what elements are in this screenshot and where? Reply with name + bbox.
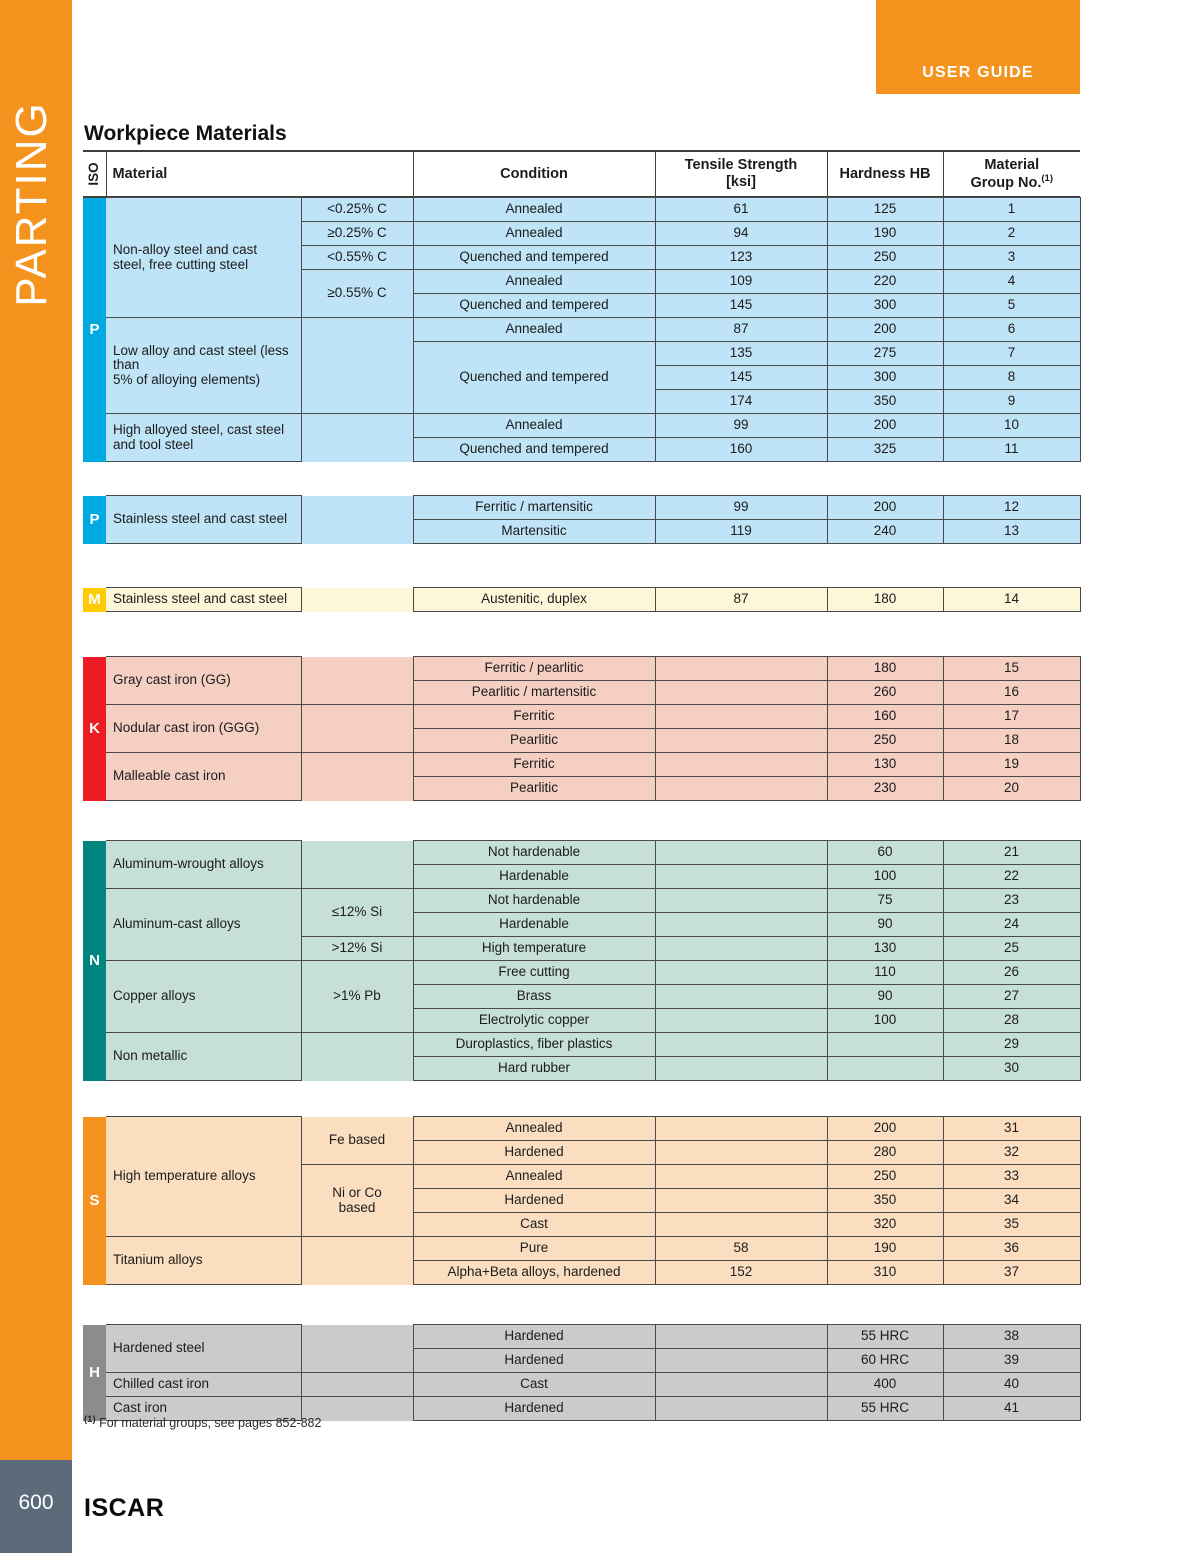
material-name: Gray cast iron (GG) (106, 657, 301, 705)
material-group-number-cell: 34 (943, 1189, 1080, 1213)
material-group-number-cell: 11 (943, 438, 1080, 462)
material-group-number-cell: 3 (943, 246, 1080, 270)
material-subcondition: >12% Si (301, 937, 413, 961)
footnote-text: For material groups, see pages 852-882 (99, 1416, 322, 1431)
tensile-strength-cell: 135 (655, 342, 827, 366)
footnote (84, 1414, 321, 1430)
material-group-number-cell: 38 (943, 1325, 1080, 1349)
material-group-p-0 (83, 197, 1081, 462)
condition-cell: Hardenable (413, 865, 655, 889)
table-row (83, 318, 1080, 342)
tensile-strength-cell (655, 1213, 827, 1237)
hardness-cell: 260 (827, 681, 943, 705)
tensile-strength-cell (655, 865, 827, 889)
table-row (83, 1325, 1080, 1349)
material-group-number-cell: 37 (943, 1261, 1080, 1285)
condition-cell: Austenitic, duplex (413, 588, 655, 612)
column-header-tensile-line2: [ksi] (726, 174, 756, 190)
column-header-tensile (655, 151, 827, 197)
condition-cell: Ferritic / martensitic (413, 496, 655, 520)
condition-cell: Hard rubber (413, 1057, 655, 1081)
condition-cell: Alpha+Beta alloys, hardened (413, 1261, 655, 1285)
hardness-cell: 250 (827, 1165, 943, 1189)
condition-cell: Hardened (413, 1141, 655, 1165)
table-row (83, 961, 1080, 985)
column-header-group-footnote-marker: (1) (1041, 172, 1053, 184)
material-name: Hardened steel (106, 1325, 301, 1373)
material-group-number-cell: 33 (943, 1165, 1080, 1189)
hardness-cell: 220 (827, 270, 943, 294)
material-group-number-cell: 30 (943, 1057, 1080, 1081)
table-row (83, 496, 1080, 520)
column-header-tensile-line1: Tensile Strength (684, 157, 798, 174)
material-group-number-cell: 40 (943, 1373, 1080, 1397)
hardness-cell: 200 (827, 496, 943, 520)
material-group-number-cell: 18 (943, 729, 1080, 753)
tensile-strength-cell: 99 (655, 496, 827, 520)
table-row (83, 1373, 1080, 1397)
condition-cell: Quenched and tempered (413, 294, 655, 318)
condition-cell: Cast (413, 1373, 655, 1397)
column-header-iso (83, 151, 106, 197)
material-subcondition (301, 1033, 413, 1081)
material-name: Stainless steel and cast steel (106, 496, 301, 544)
hardness-cell: 230 (827, 777, 943, 801)
iso-group-badge-n: N (83, 841, 106, 1081)
hardness-cell: 130 (827, 753, 943, 777)
material-subcondition: ≤12% Si (301, 889, 413, 937)
hardness-cell: 250 (827, 729, 943, 753)
material-name: Aluminum-cast alloys (106, 889, 301, 961)
table-header (83, 150, 1080, 198)
material-group-number-cell: 29 (943, 1033, 1080, 1057)
table-row (83, 1117, 1080, 1141)
iso-group-badge-p: P (83, 496, 106, 544)
material-group-number-cell: 14 (943, 588, 1080, 612)
column-header-material: Material (106, 151, 413, 197)
material-group-number-cell: 25 (943, 937, 1080, 961)
tensile-strength-cell (655, 705, 827, 729)
material-name: Titanium alloys (106, 1237, 301, 1285)
column-header-group (943, 151, 1080, 197)
iso-group-badge-m: M (83, 588, 106, 612)
condition-cell: Ferritic (413, 705, 655, 729)
tensile-strength-cell: 123 (655, 246, 827, 270)
tensile-strength-cell: 99 (655, 414, 827, 438)
column-header-hardness: Hardness HB (827, 151, 943, 197)
condition-cell: Ferritic / pearlitic (413, 657, 655, 681)
section-tab-label: PARTING (7, 101, 56, 307)
material-subcondition (301, 1237, 413, 1285)
material-group-number-cell: 22 (943, 865, 1080, 889)
tensile-strength-cell: 87 (655, 318, 827, 342)
table-row (83, 1237, 1080, 1261)
material-subcondition: Ni or Co based (301, 1165, 413, 1237)
table-row (83, 705, 1080, 729)
hardness-cell: 190 (827, 222, 943, 246)
condition-cell: Electrolytic copper (413, 1009, 655, 1033)
tensile-strength-cell (655, 681, 827, 705)
tensile-strength-cell (655, 1033, 827, 1057)
brand-logo: ISCAR (84, 1494, 165, 1522)
material-group-number-cell: 21 (943, 841, 1080, 865)
condition-cell: Quenched and tempered (413, 342, 655, 414)
tensile-strength-cell (655, 1009, 827, 1033)
material-group-number-cell: 1 (943, 198, 1080, 222)
tensile-strength-cell (655, 1141, 827, 1165)
hardness-cell (827, 1057, 943, 1081)
hardness-cell: 350 (827, 390, 943, 414)
hardness-cell: 200 (827, 1117, 943, 1141)
condition-cell: Pearlitic (413, 729, 655, 753)
tensile-strength-cell: 145 (655, 294, 827, 318)
hardness-cell: 350 (827, 1189, 943, 1213)
material-group-m-2 (83, 587, 1081, 612)
table-row (83, 198, 1080, 222)
iso-group-badge-s: S (83, 1117, 106, 1285)
material-group-number-cell: 39 (943, 1349, 1080, 1373)
hardness-cell: 320 (827, 1213, 943, 1237)
condition-cell: Not hardenable (413, 889, 655, 913)
condition-cell: Pure (413, 1237, 655, 1261)
material-group-number-cell: 19 (943, 753, 1080, 777)
table-row (83, 588, 1080, 612)
material-name: Non metallic (106, 1033, 301, 1081)
material-subcondition: >1% Pb (301, 961, 413, 1033)
material-name: Low alloy and cast steel (less than 5% of alloying elements) (106, 318, 301, 414)
table-row (83, 841, 1080, 865)
tensile-strength-cell (655, 1325, 827, 1349)
material-subcondition (301, 753, 413, 801)
hardness-cell: 110 (827, 961, 943, 985)
hardness-cell: 250 (827, 246, 943, 270)
tensile-strength-cell (655, 657, 827, 681)
hardness-cell: 180 (827, 588, 943, 612)
condition-cell: Duroplastics, fiber plastics (413, 1033, 655, 1057)
condition-cell: Hardened (413, 1349, 655, 1373)
material-name: High alloyed steel, cast steel and tool steel (106, 414, 301, 462)
material-group-number-cell: 7 (943, 342, 1080, 366)
hardness-cell: 325 (827, 438, 943, 462)
material-group-s-5 (83, 1116, 1081, 1285)
tensile-strength-cell: 94 (655, 222, 827, 246)
material-group-number-cell: 20 (943, 777, 1080, 801)
material-group-number-cell: 17 (943, 705, 1080, 729)
hardness-cell: 125 (827, 198, 943, 222)
header-row (83, 151, 1080, 197)
page-number-box (0, 1460, 72, 1553)
hardness-cell: 180 (827, 657, 943, 681)
table-row (83, 414, 1080, 438)
condition-cell: High temperature (413, 937, 655, 961)
material-subcondition (301, 496, 413, 544)
table-row (83, 753, 1080, 777)
user-guide-badge (876, 0, 1080, 94)
footnote-marker: (1) (84, 1414, 96, 1425)
material-group-number-cell: 10 (943, 414, 1080, 438)
hardness-cell: 160 (827, 705, 943, 729)
material-name: Nodular cast iron (GGG) (106, 705, 301, 753)
tensile-strength-cell (655, 1349, 827, 1373)
tensile-strength-cell (655, 1057, 827, 1081)
material-group-number-cell: 5 (943, 294, 1080, 318)
tensile-strength-cell (655, 777, 827, 801)
condition-cell: Quenched and tempered (413, 438, 655, 462)
iso-group-badge-h: H (83, 1325, 106, 1421)
condition-cell: Hardened (413, 1189, 655, 1213)
column-header-group-line2: Group No. (970, 174, 1042, 191)
condition-cell: Hardenable (413, 913, 655, 937)
hardness-cell: 190 (827, 1237, 943, 1261)
material-subcondition (301, 1325, 413, 1373)
tensile-strength-cell (655, 841, 827, 865)
hardness-cell: 60 HRC (827, 1349, 943, 1373)
hardness-cell: 310 (827, 1261, 943, 1285)
condition-cell: Pearlitic / martensitic (413, 681, 655, 705)
page-number: 600 (18, 1491, 54, 1514)
material-group-number-cell: 35 (943, 1213, 1080, 1237)
material-subcondition (301, 1373, 413, 1397)
tensile-strength-cell (655, 913, 827, 937)
material-group-number-cell: 15 (943, 657, 1080, 681)
condition-cell: Ferritic (413, 753, 655, 777)
material-group-number-cell: 31 (943, 1117, 1080, 1141)
iso-group-badge-k: K (83, 657, 106, 801)
user-guide-badge-label: USER GUIDE (922, 64, 1034, 81)
material-group-p-1 (83, 495, 1081, 544)
column-header-group-line1: Material (984, 156, 1040, 173)
condition-cell: Hardened (413, 1325, 655, 1349)
hardness-cell: 130 (827, 937, 943, 961)
material-name: Malleable cast iron (106, 753, 301, 801)
tensile-strength-cell (655, 985, 827, 1009)
condition-cell: Hardened (413, 1397, 655, 1421)
material-subcondition (301, 414, 413, 462)
material-name: High temperature alloys (106, 1117, 301, 1237)
tensile-strength-cell (655, 889, 827, 913)
tensile-strength-cell (655, 729, 827, 753)
hardness-cell (827, 1033, 943, 1057)
material-subcondition: Fe based (301, 1117, 413, 1165)
condition-cell: Annealed (413, 270, 655, 294)
condition-cell: Annealed (413, 1165, 655, 1189)
material-group-number-cell: 41 (943, 1397, 1080, 1421)
material-name: Aluminum-wrought alloys (106, 841, 301, 889)
material-group-number-cell: 4 (943, 270, 1080, 294)
tensile-strength-cell (655, 1117, 827, 1141)
material-group-h-6 (83, 1324, 1081, 1421)
condition-cell: Annealed (413, 198, 655, 222)
hardness-cell: 100 (827, 865, 943, 889)
material-name: Stainless steel and cast steel (106, 588, 301, 612)
hardness-cell: 275 (827, 342, 943, 366)
tensile-strength-cell: 119 (655, 520, 827, 544)
tensile-strength-cell (655, 961, 827, 985)
tensile-strength-cell (655, 1373, 827, 1397)
condition-cell: Annealed (413, 318, 655, 342)
condition-cell: Not hardenable (413, 841, 655, 865)
condition-cell: Annealed (413, 414, 655, 438)
material-name: Cast iron (106, 1397, 301, 1421)
material-group-number-cell: 9 (943, 390, 1080, 414)
material-subcondition: ≥0.55% C (301, 270, 413, 318)
material-group-number-cell: 32 (943, 1141, 1080, 1165)
table-row (83, 1033, 1080, 1057)
material-group-number-cell: 36 (943, 1237, 1080, 1261)
material-name: Chilled cast iron (106, 1373, 301, 1397)
hardness-cell: 200 (827, 318, 943, 342)
hardness-cell: 60 (827, 841, 943, 865)
hardness-cell: 240 (827, 520, 943, 544)
material-group-number-cell: 26 (943, 961, 1080, 985)
material-group-n-4 (83, 840, 1081, 1081)
hardness-cell: 300 (827, 294, 943, 318)
material-group-number-cell: 23 (943, 889, 1080, 913)
hardness-cell: 200 (827, 414, 943, 438)
hardness-cell: 75 (827, 889, 943, 913)
tensile-strength-cell: 109 (655, 270, 827, 294)
material-group-number-cell: 28 (943, 1009, 1080, 1033)
material-group-number-cell: 24 (943, 913, 1080, 937)
condition-cell: Quenched and tempered (413, 246, 655, 270)
hardness-cell: 55 HRC (827, 1397, 943, 1421)
tensile-strength-cell (655, 1165, 827, 1189)
column-header-iso-label: ISO (86, 162, 102, 186)
hardness-cell: 100 (827, 1009, 943, 1033)
tensile-strength-cell: 145 (655, 366, 827, 390)
condition-cell: Annealed (413, 1117, 655, 1141)
table-row (83, 657, 1080, 681)
hardness-cell: 280 (827, 1141, 943, 1165)
tensile-strength-cell (655, 1189, 827, 1213)
material-group-number-cell: 13 (943, 520, 1080, 544)
tensile-strength-cell: 87 (655, 588, 827, 612)
tensile-strength-cell: 160 (655, 438, 827, 462)
tensile-strength-cell: 58 (655, 1237, 827, 1261)
material-group-number-cell: 8 (943, 366, 1080, 390)
tensile-strength-cell: 174 (655, 390, 827, 414)
material-subcondition: ≥0.25% C (301, 222, 413, 246)
condition-cell: Pearlitic (413, 777, 655, 801)
material-subcondition (301, 841, 413, 889)
hardness-cell: 90 (827, 913, 943, 937)
material-subcondition (301, 318, 413, 414)
material-group-number-cell: 27 (943, 985, 1080, 1009)
material-subcondition (301, 705, 413, 753)
hardness-cell: 300 (827, 366, 943, 390)
material-group-number-cell: 12 (943, 496, 1080, 520)
material-name: Copper alloys (106, 961, 301, 1033)
table-row (83, 889, 1080, 913)
iso-group-badge-p: P (83, 198, 106, 462)
condition-cell: Martensitic (413, 520, 655, 544)
material-subcondition (301, 657, 413, 705)
tensile-strength-cell: 152 (655, 1261, 827, 1285)
hardness-cell: 400 (827, 1373, 943, 1397)
condition-cell: Cast (413, 1213, 655, 1237)
tensile-strength-cell (655, 937, 827, 961)
material-group-number-cell: 16 (943, 681, 1080, 705)
material-subcondition: <0.25% C (301, 198, 413, 222)
material-group-number-cell: 2 (943, 222, 1080, 246)
material-group-number-cell: 6 (943, 318, 1080, 342)
material-subcondition: <0.55% C (301, 246, 413, 270)
tensile-strength-cell: 61 (655, 198, 827, 222)
tensile-strength-cell (655, 753, 827, 777)
hardness-cell: 90 (827, 985, 943, 1009)
condition-cell: Annealed (413, 222, 655, 246)
page-title: Workpiece Materials (84, 122, 287, 145)
tensile-strength-cell (655, 1397, 827, 1421)
material-group-k-3 (83, 656, 1081, 801)
column-header-condition: Condition (413, 151, 655, 197)
hardness-cell: 55 HRC (827, 1325, 943, 1349)
condition-cell: Brass (413, 985, 655, 1009)
section-tab-parting (0, 0, 72, 1460)
material-name: Non-alloy steel and cast steel, free cutting steel (106, 198, 301, 318)
condition-cell: Free cutting (413, 961, 655, 985)
material-subcondition (301, 588, 413, 612)
